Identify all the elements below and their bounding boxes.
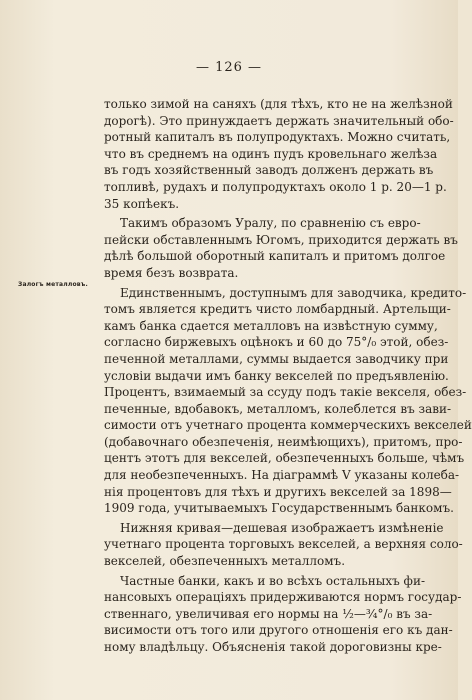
text-line: симости отъ учетнаго процента коммерческихъ векселей (104, 418, 472, 433)
margin-note: Залогъ металловъ. (18, 281, 88, 288)
text-line: 1909 года, учитываемыхъ Государственнымъ банкомъ. (104, 501, 454, 516)
text-line: центъ этотъ для векселей, обезпеченныхъ больше, чѣмъ (104, 451, 465, 466)
text-line: время безъ возврата. (104, 265, 239, 280)
paragraph-start: Частные банки, какъ и во всѣхъ остальныхъ фи- (120, 573, 426, 588)
text-line: печенной металлами, суммы выдается заводчику при (104, 351, 449, 366)
text-line: ротный капиталъ въ полупродуктахъ. Можно считать, (104, 130, 451, 145)
text-line: векселей, обезпеченныхъ металломъ. (104, 554, 346, 569)
text-line: только зимой на саняхъ (для тѣхъ, кто не на желѣзной (104, 97, 453, 111)
text-line: учетнаго процента торговыхъ векселей, а верхняя соло- (104, 537, 463, 552)
paragraph-start: Нижняя кривая—дешевая изображаетъ измѣненіе (120, 520, 444, 535)
text-line: дорогѣ). Это принуждаетъ держать значительный обо- (104, 113, 454, 128)
text-line: печенные, вдобавокъ, металломъ, колеблется въ зави- (104, 401, 452, 416)
text-line: камъ банка сдается металловъ на извѣстную сумму, (104, 318, 438, 333)
text-line: висимости отъ того или другого отношенія его къ дан- (104, 623, 453, 638)
paragraph-start: Такимъ образомъ Уралу, по сравненію съ евро- (120, 216, 421, 231)
text-line: 35 копѣекъ. (104, 196, 180, 211)
text-line: ному владѣльцу. Объясненія такой дороговизны кре- (104, 640, 442, 654)
text-line: дѣлѣ большой оборотный капиталъ и притомъ долгое (104, 249, 446, 264)
paragraph-start: Единственнымъ, доступнымъ для заводчика, кредито- (120, 285, 467, 300)
text-line: томъ является кредитъ чисто ломбардный. Артельщи- (104, 302, 451, 317)
text-line: нансовыхъ операціяхъ придерживаются нормъ государ- (104, 590, 462, 605)
text-line: топливѣ, рудахъ и полупродуктахъ около 1 р. 20—1 р. (104, 179, 447, 194)
text-line: что въ среднемъ на одинъ пудъ кровельнаго желѣза (104, 146, 438, 161)
text-line: въ годъ хозяйственный заводъ долженъ держать въ (104, 163, 434, 178)
text-line: пейски обставленнымъ Югомъ, приходится держать въ (104, 232, 458, 247)
body-text (104, 96, 472, 656)
text-line: Процентъ, взимаемый за ссуду подъ такіе векселя, обез- (104, 385, 467, 400)
text-line: для необезпеченныхъ. На діаграммѣ V указаны колеба- (104, 468, 460, 483)
page-number: — 126 — (195, 60, 263, 75)
text-line: условіи выдачи имъ банку векселей по предъявленію. (104, 368, 449, 383)
text-line: ственнаго, увеличивая его нормы на ½—¾°/₀ въ за- (104, 606, 433, 621)
text-line: нія процентовъ для тѣхъ и другихъ векселей за 1898— (104, 484, 452, 499)
text-line: согласно биржевыхъ оцѣнокъ и 60 до 75°/₀ этой, обез- (104, 335, 449, 350)
text-line: (добавочнаго обезпеченія, неимѣющихъ), притомъ, про- (104, 434, 463, 449)
